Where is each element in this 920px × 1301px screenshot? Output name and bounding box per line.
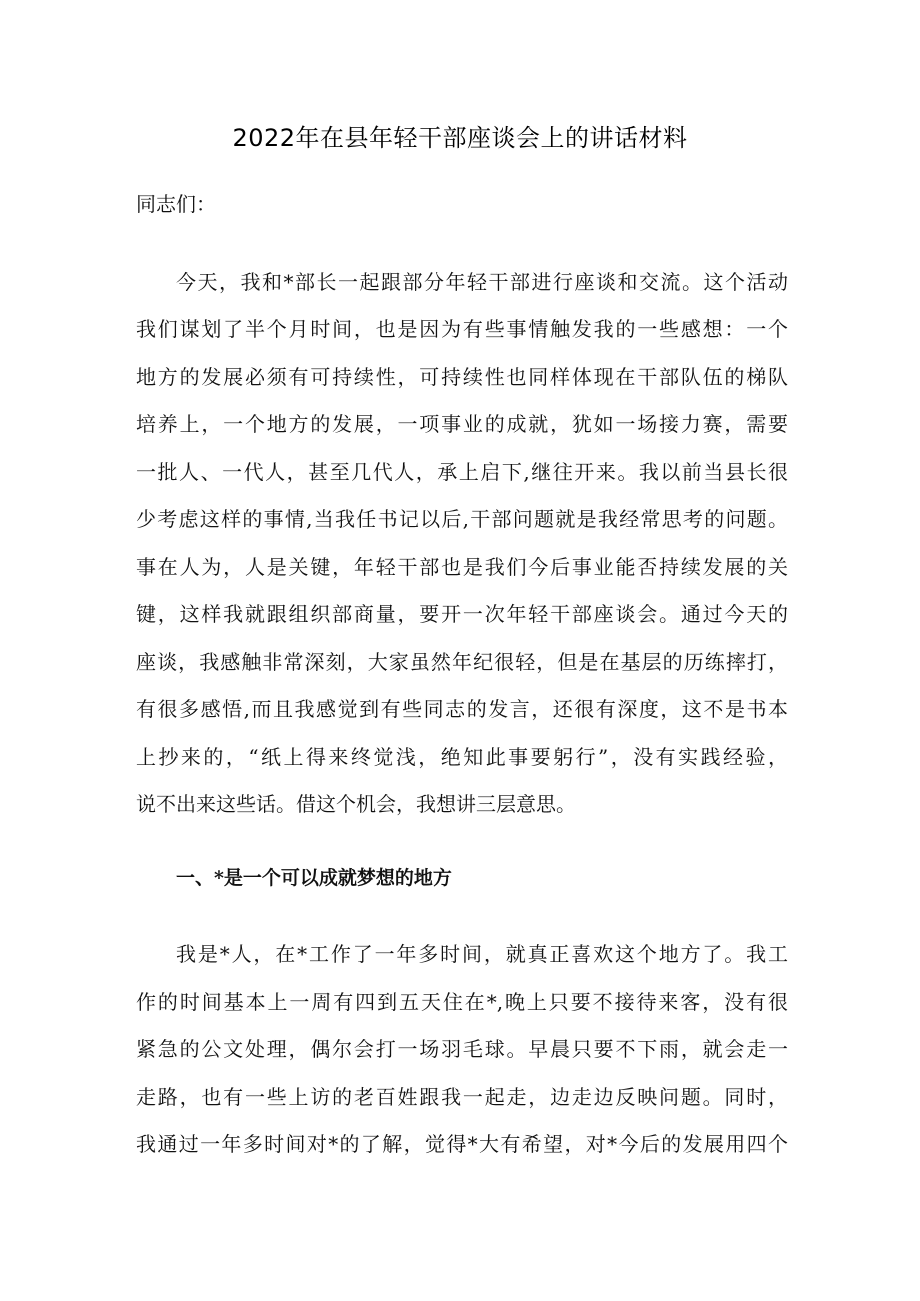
- paragraph-line: 一批人、一代人，甚至几代人，承上启下,继往开来。我以前当县长很: [136, 460, 788, 484]
- paragraph-line: 上抄来的，“纸上得来终觉浅，绝知此事要躬行”，没有实践经验，: [136, 745, 788, 769]
- section-heading: 一、*是一个可以成就梦想的地方: [176, 867, 452, 889]
- paragraph-line: 作的时间基本上一周有四到五天住在*,晚上只要不接待来客，没有很: [136, 990, 788, 1014]
- paragraph-line: 地方的发展必须有可持续性，可持续性也同样体现在干部队伍的梯队: [136, 365, 788, 389]
- salutation: 同志们：: [136, 192, 216, 216]
- paragraph-line: 我是*人，在*工作了一年多时间，就真正喜欢这个地方了。我工: [176, 942, 788, 966]
- document-title: 2022年在县年轻干部座谈会上的讲话材料: [232, 124, 688, 152]
- paragraph-line: 座谈，我感触非常深刻，大家虽然年纪很轻，但是在基层的历练摔打，: [136, 650, 788, 674]
- paragraph-line: 我们谋划了半个月时间，也是因为有些事情触发我的一些感想：一个: [136, 317, 788, 341]
- paragraph-line: 键，这样我就跟组织部商量，要开一次年轻干部座谈会。通过今天的: [136, 602, 788, 626]
- paragraph-line: 走路，也有一些上访的老百姓跟我一起走，边走边反映问题。同时，: [136, 1085, 788, 1109]
- paragraph-line: 今天，我和*部长一起跟部分年轻干部进行座谈和交流。这个活动: [176, 270, 788, 294]
- paragraph-line: 事在人为，人是关键，年轻干部也是我们今后事业能否持续发展的关: [136, 555, 788, 579]
- paragraph-line: 我通过一年多时间对*的了解，觉得*大有希望，对*今后的发展用四个: [136, 1132, 788, 1156]
- paragraph-line: 少考虑这样的事情,当我任书记以后,干部问题就是我经常思考的问题。: [136, 507, 788, 531]
- paragraph-line: 培养上，一个地方的发展，一项事业的成就，犹如一场接力赛，需要: [136, 412, 788, 436]
- paragraph-line: 紧急的公文处理，偶尔会打一场羽毛球。早晨只要不下雨，就会走一: [136, 1037, 788, 1061]
- paragraph-line: 有很多感悟,而且我感觉到有些同志的发言，还很有深度，这不是书本: [136, 697, 788, 721]
- paragraph-line: 说不出来这些话。借这个机会，我想讲三层意思。: [136, 792, 576, 816]
